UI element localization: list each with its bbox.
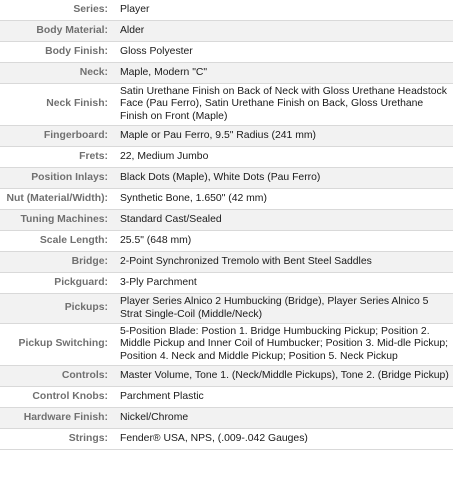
spec-label: Strings: (0, 429, 115, 450)
spec-row-fingerboard (0, 126, 453, 147)
spec-row-body-finish (0, 42, 453, 63)
spec-row-frets (0, 147, 453, 168)
spec-label: Nut (Material/Width): (0, 189, 115, 210)
spec-label: Bridge: (0, 252, 115, 273)
spec-row-pickup-switching (0, 324, 453, 366)
spec-row-pickups (0, 294, 453, 324)
spec-value: Maple or Pau Ferro, 9.5" Radius (241 mm) (115, 126, 453, 147)
spec-value: 22, Medium Jumbo (115, 147, 453, 168)
spec-row-neck-finish (0, 84, 453, 126)
spec-value: Maple, Modern "C" (115, 63, 453, 84)
spec-label: Pickups: (0, 294, 115, 324)
spec-row-tuning-machines (0, 210, 453, 231)
spec-label: Series: (0, 0, 115, 21)
spec-row-hardware-finish (0, 408, 453, 429)
spec-label: Controls: (0, 366, 115, 387)
spec-value: 3-Ply Parchment (115, 273, 453, 294)
spec-row-scale-length (0, 231, 453, 252)
spec-label: Position Inlays: (0, 168, 115, 189)
spec-value: Fender® USA, NPS, (.009-.042 Gauges) (115, 429, 453, 450)
spec-label: Frets: (0, 147, 115, 168)
spec-value: Synthetic Bone, 1.650" (42 mm) (115, 189, 453, 210)
spec-value: Parchment Plastic (115, 387, 453, 408)
spec-label: Control Knobs: (0, 387, 115, 408)
spec-value: Gloss Polyester (115, 42, 453, 63)
spec-label: Tuning Machines: (0, 210, 115, 231)
spec-value: Player (115, 0, 453, 21)
spec-value: Alder (115, 21, 453, 42)
spec-value: Nickel/Chrome (115, 408, 453, 429)
spec-row-body-material (0, 21, 453, 42)
spec-value: Black Dots (Maple), White Dots (Pau Ferro) (115, 168, 453, 189)
spec-label: Neck: (0, 63, 115, 84)
spec-label: Scale Length: (0, 231, 115, 252)
spec-label: Pickup Switching: (0, 324, 115, 366)
spec-label: Neck Finish: (0, 84, 115, 126)
spec-value: Player Series Alnico 2 Humbucking (Bridge), Player Series Alnico 5 Strat Single-Coil (Middle/Neck) (115, 294, 453, 324)
spec-label: Body Material: (0, 21, 115, 42)
spec-value: Standard Cast/Sealed (115, 210, 453, 231)
spec-value: Master Volume, Tone 1. (Neck/Middle Pickups), Tone 2. (Bridge Pickup) (115, 366, 453, 387)
spec-row-series (0, 0, 453, 21)
spec-label: Hardware Finish: (0, 408, 115, 429)
spec-value: 5-Position Blade: Postion 1. Bridge Humbucking Pickup; Position 2. Middle Pickup and Inner Coil of Humbucker; Position 3. Mid-dle Pickup; Position 4. Neck and Middle Pickup; Position 5. Neck Pickup (115, 324, 453, 366)
spec-label: Pickguard: (0, 273, 115, 294)
spec-row-neck (0, 63, 453, 84)
spec-row-nut (0, 189, 453, 210)
spec-value: 25.5" (648 mm) (115, 231, 453, 252)
spec-row-strings (0, 429, 453, 450)
spec-row-position-inlays (0, 168, 453, 189)
spec-label: Body Finish: (0, 42, 115, 63)
spec-row-pickguard (0, 273, 453, 294)
spec-value: 2-Point Synchronized Tremolo with Bent Steel Saddles (115, 252, 453, 273)
spec-value: Satin Urethane Finish on Back of Neck with Gloss Urethane Headstock Face (Pau Ferro), Satin Urethane Finish on Back, Gloss Urethane Finish on Front (Maple) (115, 84, 453, 126)
spec-row-bridge (0, 252, 453, 273)
spec-row-control-knobs (0, 387, 453, 408)
spec-row-controls (0, 366, 453, 387)
spec-label: Fingerboard: (0, 126, 115, 147)
